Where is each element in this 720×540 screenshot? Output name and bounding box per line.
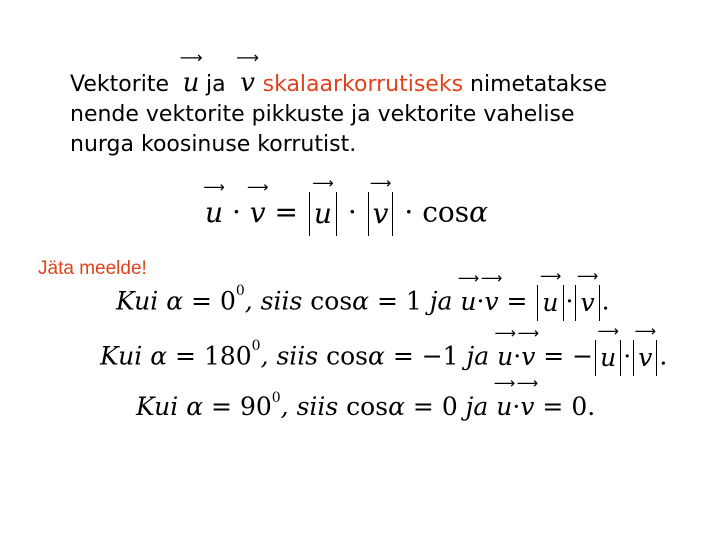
case-ja: ja xyxy=(466,341,490,371)
arrow-icon: ⟶ xyxy=(246,177,269,196)
case-alpha: α xyxy=(166,286,184,316)
remember-note: Jäta meelde! xyxy=(38,258,147,279)
arrow-icon: ⟶ xyxy=(493,374,516,392)
case-u-letter: u xyxy=(460,286,477,316)
case-alpha: α xyxy=(186,392,204,421)
case-end: . xyxy=(601,286,610,316)
main-formula-dot: · xyxy=(231,195,241,229)
main-formula xyxy=(203,174,489,236)
case-angle: 0 xyxy=(219,286,236,316)
main-formula-u-letter: u xyxy=(205,195,224,229)
abs-v-letter: v xyxy=(372,197,389,230)
case-alpha2: α xyxy=(352,286,370,316)
case-row-0 xyxy=(116,267,610,321)
case-u xyxy=(493,374,516,421)
case-row-1 xyxy=(100,322,668,376)
arrow-icon: ⟶ xyxy=(516,374,539,392)
case-eq: = xyxy=(191,286,212,316)
case-row-2 xyxy=(136,374,596,421)
case-u-letter: u xyxy=(497,341,514,371)
main-formula-alpha: α xyxy=(469,195,489,229)
abs-u-letter: u xyxy=(313,197,332,230)
arrow-icon: ⟶ xyxy=(312,174,334,192)
abs-v-letter: v xyxy=(580,288,595,317)
main-formula-v xyxy=(246,177,269,229)
case-cos: cos xyxy=(346,392,389,421)
main-formula-dot3: · xyxy=(404,195,414,229)
arrow-icon: ⟶ xyxy=(236,48,260,67)
case-abs-u xyxy=(537,267,563,321)
case-cos-value: −1 xyxy=(421,341,459,371)
arrow-icon: ⟶ xyxy=(597,322,619,340)
case-result: 0. xyxy=(571,392,596,421)
case-cos-value: 1 xyxy=(405,286,422,316)
case-kui: Kui xyxy=(100,341,143,371)
vector-v xyxy=(233,48,263,98)
abs-u-letter: u xyxy=(600,343,617,372)
case-alpha2: α xyxy=(388,392,405,421)
main-formula-v-letter: v xyxy=(249,195,266,229)
definition-word-vectors: Vektorite xyxy=(70,72,170,97)
arrow-icon: ⟶ xyxy=(539,267,562,285)
case-eq2: = xyxy=(412,392,434,421)
case-eq3: = xyxy=(542,392,564,421)
degree-mark: 0 xyxy=(251,338,261,354)
case-siis: , siis xyxy=(244,286,303,316)
case-siis: , siis xyxy=(260,341,319,371)
arrow-icon: ⟶ xyxy=(576,267,599,285)
case-u xyxy=(494,323,516,371)
main-formula-abs-u xyxy=(309,174,337,236)
abs-u-letter: u xyxy=(542,288,559,317)
case-u xyxy=(457,268,480,316)
case-abs-u xyxy=(595,322,621,376)
case-eq3: = − xyxy=(543,341,594,371)
abs-v-letter: v xyxy=(638,343,653,372)
main-formula-cos: cos xyxy=(422,195,470,229)
definition-line2: nende vektorite pikkuste ja vektorite vahelise xyxy=(70,102,575,127)
definition-highlight-term: skalaarkorrutiseks xyxy=(262,72,464,97)
case-alpha2: α xyxy=(367,341,385,371)
case-v xyxy=(516,374,539,421)
arrow-icon: ⟶ xyxy=(179,48,203,67)
case-siis: , siis xyxy=(280,392,339,421)
case-alpha: α xyxy=(150,341,168,371)
definition-line3: nurga koosinuse korrutist. xyxy=(70,132,357,157)
arrow-icon: ⟶ xyxy=(517,323,540,342)
degree-mark: 0 xyxy=(271,390,281,406)
case-eq2: = xyxy=(377,286,398,316)
case-kui: Kui xyxy=(116,286,159,316)
case-u-letter: u xyxy=(496,392,513,421)
main-formula-u xyxy=(203,177,225,229)
case-eq: = xyxy=(211,392,232,421)
main-formula-abs-v xyxy=(368,174,394,236)
arrow-icon: ⟶ xyxy=(494,323,516,342)
case-v xyxy=(480,268,503,316)
case-kui: Kui xyxy=(136,392,179,421)
case-dot: · xyxy=(476,286,485,316)
case-abs-v xyxy=(633,322,657,376)
degree-mark: 0 xyxy=(235,283,245,299)
case-dot: · xyxy=(513,341,522,371)
case-v-letter: v xyxy=(521,341,536,371)
case-end: . xyxy=(659,341,668,371)
case-dot: · xyxy=(512,392,521,421)
case-angle: 90 xyxy=(239,392,272,421)
case-abs-v xyxy=(575,267,599,321)
definition-rest-line1: nimetatakse xyxy=(463,72,608,97)
case-v-letter: v xyxy=(520,392,535,421)
arrow-icon: ⟶ xyxy=(480,268,503,287)
vector-u-letter: u xyxy=(182,68,200,98)
case-eq3: = xyxy=(506,286,528,316)
case-dot2: · xyxy=(565,286,574,316)
main-formula-equals: = xyxy=(274,195,298,229)
main-formula-dot2: · xyxy=(347,195,357,229)
case-ja: ja xyxy=(429,286,453,316)
vector-u xyxy=(176,48,206,98)
arrow-icon: ⟶ xyxy=(203,177,225,196)
case-cos: cos xyxy=(310,286,353,316)
case-ja: ja xyxy=(465,392,489,421)
arrow-icon: ⟶ xyxy=(634,322,657,340)
case-dot2: · xyxy=(623,341,632,371)
case-v-letter: v xyxy=(484,286,499,316)
case-cos: cos xyxy=(326,341,368,371)
case-angle: 180 xyxy=(203,341,252,371)
case-v xyxy=(517,323,540,371)
vector-v-letter: v xyxy=(240,68,255,98)
case-eq: = xyxy=(175,341,196,371)
case-cos-value: 0 xyxy=(441,392,458,421)
definition-paragraph xyxy=(70,48,670,160)
arrow-icon: ⟶ xyxy=(457,268,480,287)
case-eq2: = xyxy=(392,341,414,371)
definition-word-and: ja xyxy=(206,72,226,97)
arrow-icon: ⟶ xyxy=(369,174,392,192)
